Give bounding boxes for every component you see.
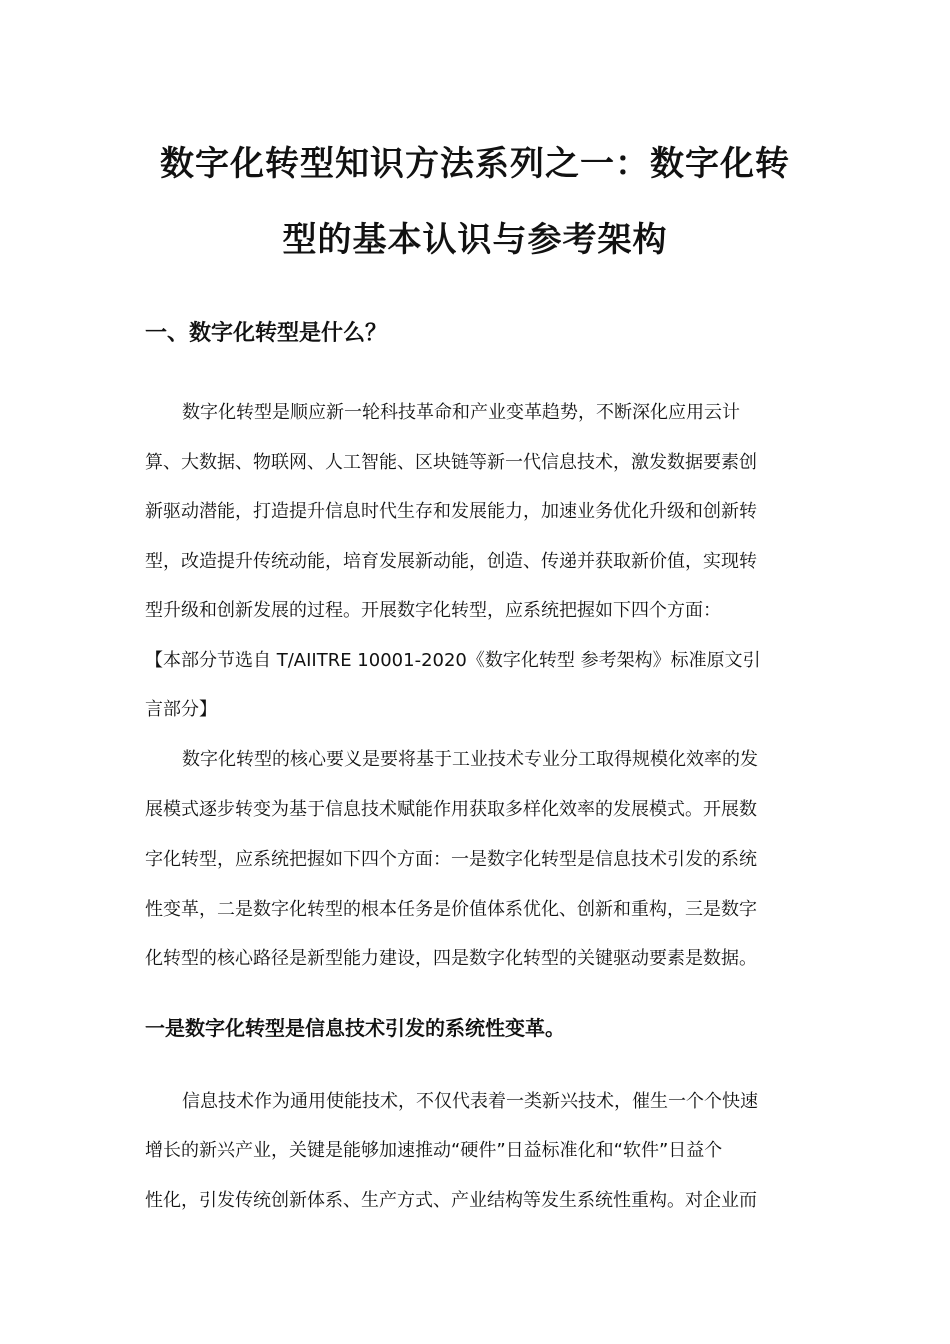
paragraph-2-line-4: 性变革，二是数字化转型的根本任务是价值体系优化、创新和重构，三是数字 <box>145 899 757 920</box>
paragraph-1-line-5: 型升级和创新发展的过程。开展数字化转型，应系统把握如下四个方面： <box>145 600 721 621</box>
paragraph-3-line-1: 信息技术作为通用使能技术，不仅代表着一类新兴技术，催生一个个快速 <box>182 1091 758 1112</box>
paragraph-1-line-4: 型，改造提升传统动能，培育发展新动能，创造、传递并获取新价值，实现转 <box>145 551 757 572</box>
paragraph-1-line-3: 新驱动潜能，打造提升信息时代生存和发展能力，加速业务优化升级和创新转 <box>145 501 757 522</box>
paragraph-2-line-5: 化转型的核心路径是新型能力建设，四是数字化转型的关键驱动要素是数据。 <box>145 948 757 969</box>
paragraph-2-line-1: 数字化转型的核心要义是要将基于工业技术专业分工取得规模化效率的发 <box>182 749 758 770</box>
subheading: 一是数字化转型是信息技术引发的系统性变革。 <box>145 1016 565 1040</box>
paragraph-2-line-3: 字化转型，应系统把握如下四个方面：一是数字化转型是信息技术引发的系统 <box>145 849 757 870</box>
document-title-line-2: 型的基本认识与参考架构 <box>282 220 668 260</box>
source-note-line-2: 言部分】 <box>145 699 217 720</box>
source-note-line-1: 【本部分节选自 T/AIITRE 10001-2020《数字化转型 参考架构》标准原文引 <box>145 650 761 671</box>
paragraph-1-line-1: 数字化转型是顺应新一轮科技革命和产业变革趋势，不断深化应用云计 <box>182 402 740 423</box>
paragraph-2-line-2: 展模式逐步转变为基于信息技术赋能作用获取多样化效率的发展模式。开展数 <box>145 799 757 820</box>
section-heading: 一、数字化转型是什么？ <box>145 321 388 346</box>
paragraph-3-line-3: 性化，引发传统创新体系、生产方式、产业结构等发生系统性重构。对企业而 <box>145 1190 757 1211</box>
document-title-line-1: 数字化转型知识方法系列之一：数字化转 <box>160 144 790 184</box>
paragraph-1-line-2: 算、大数据、物联网、人工智能、区块链等新一代信息技术，激发数据要素创 <box>145 452 757 473</box>
paragraph-3-line-2: 增长的新兴产业，关键是能够加速推动“硬件”日益标准化和“软件”日益个 <box>145 1140 723 1161</box>
